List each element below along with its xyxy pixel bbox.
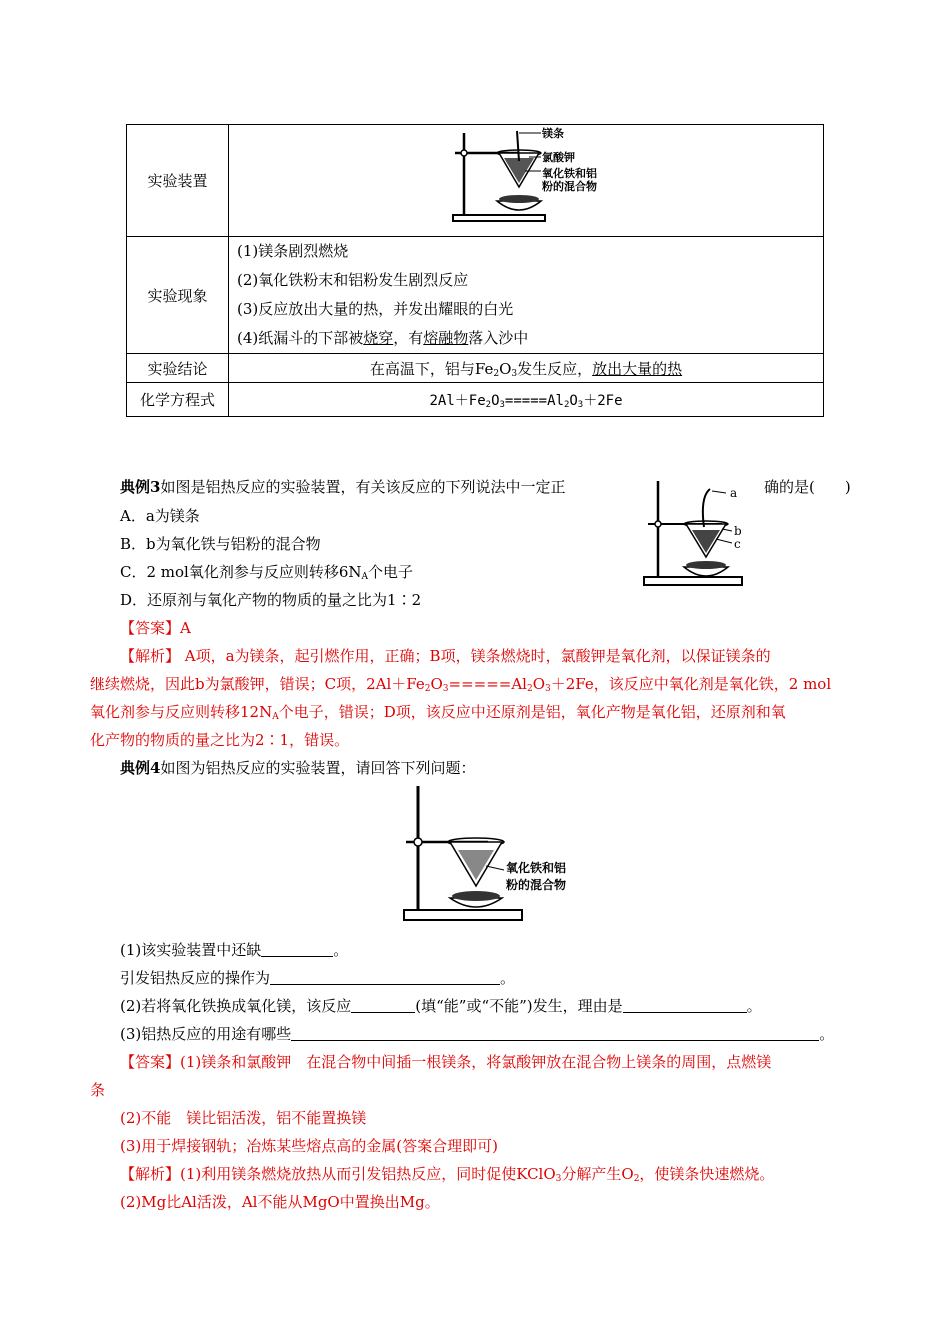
experiment-table [126, 124, 824, 417]
row-equation-label: 化学方程式 [127, 383, 229, 417]
example3-tag: 典例3 [120, 478, 161, 496]
example3-option-c-text: C．2 mol氧化剂参与反应则转移6N [120, 563, 362, 581]
img-label-mix2: 粉的混合物 [542, 180, 597, 193]
example3-analysis-tag: 【解析】 [120, 647, 181, 665]
example3-analysis-line1 [120, 645, 771, 666]
img-label-kclo3: 氯酸钾 [542, 151, 575, 164]
example3-analysis-na-sub: A [272, 712, 279, 722]
conclusion-a: 在高温下，铝与Fe [369, 359, 494, 378]
phenomenon-2: (2)氧化铁粉末和铝粉发生剧烈反应 [237, 271, 469, 289]
example3-answer [120, 617, 191, 638]
example4-q3 [120, 1023, 834, 1044]
example4-answer-line1b: 条 [90, 1081, 106, 1099]
example4-q1b-blank [270, 969, 500, 985]
phenomenon-4-e: 落入沙中 [468, 329, 529, 347]
example4-q1-end: 。 [333, 941, 349, 959]
conclusion-c: 发生反应， [517, 359, 593, 378]
thermite-apparatus-image [449, 125, 609, 229]
conclusion-sub-a: 2 [493, 368, 500, 379]
row-phenomena [127, 237, 824, 354]
example4-q3-end: 。 [819, 1025, 835, 1043]
phenomenon-4 [229, 324, 823, 353]
example3-apparatus-image [640, 477, 760, 593]
conclusion-b: O [499, 359, 512, 378]
example4-q1b-text: 引发铝热反应的操作为 [120, 969, 271, 987]
example4-q2-mid: (填“能”或“不能”)发生，理由是 [415, 997, 623, 1015]
example4-q2-blank2 [623, 997, 747, 1013]
phenomenon-4-c: ，有 [393, 329, 424, 347]
eq3-sub-1: 2 [424, 684, 431, 694]
example4-q1b [120, 967, 515, 988]
example3-option-c-end: 个电子 [368, 563, 414, 581]
eq-p2: O [491, 392, 500, 409]
eq-p3: =====Al [504, 392, 564, 409]
example4-stem [120, 757, 475, 778]
row-conclusion-cell [229, 354, 824, 383]
example4-q3-blank [291, 1025, 819, 1041]
example4-answer-line1 [120, 1051, 771, 1072]
example4-q1-text: (1)该实验装置中还缺 [120, 941, 262, 959]
example4-img-label-1: 氧化铁和铝 [506, 861, 567, 875]
o2-sub: 2 [633, 1174, 640, 1184]
eq-p5: ＋2Fe [583, 392, 623, 409]
example3-option-d: D．还原剂与氧化产物的物质的量之比为1∶2 [120, 591, 422, 609]
phenomenon-4-underline-1: 烧穿 [363, 329, 394, 347]
example4-answer-text1: (1)镁条和氯酸钾 在混合物中间插一根镁条，将氯酸钾放在混合物上镁条的周围，点燃镁 [180, 1053, 772, 1071]
row-equation-cell [229, 383, 824, 417]
conclusion-sub-b: 3 [511, 368, 518, 379]
kclo3-sub: 3 [555, 1174, 562, 1184]
example3-stem [120, 476, 565, 497]
example3-analysis-line2c: ＋2Fe，该反应中氧化剂是氧化铁，2 mol [550, 675, 832, 693]
example4-q3-text: (3)铝热反应的用途有哪些 [120, 1025, 292, 1043]
phenomenon-4-underline-2: 熔融物 [423, 329, 469, 347]
eq-p1: 2Al＋Fe [429, 392, 486, 409]
eq3-sub-2: 3 [442, 684, 449, 694]
row-phenomena-label: 实验现象 [127, 237, 229, 354]
example3-img-label-b: b [734, 524, 742, 538]
example4-q1b-end: 。 [500, 969, 516, 987]
row-conclusion-label: 实验结论 [127, 354, 229, 383]
example4-analysis-1b: 分解产生O [561, 1165, 634, 1183]
example3-option-a: A．a为镁条 [120, 507, 200, 525]
example4-answer-line2: (2)不能 镁比铝活泼，铝不能置换镁 [120, 1109, 367, 1127]
row-conclusion [127, 354, 824, 383]
example4-stem-text: 如图为铝热反应的实验装置，请回答下列问题： [160, 759, 476, 777]
eq3-sub-3: 2 [526, 684, 533, 694]
example4-q1 [120, 939, 348, 960]
example3-analysis-text1: A项，a为镁条，起引燃作用，正确；B项，镁条燃烧时，氯酸钾是氧化剂，以保证镁条的 [180, 647, 771, 665]
conclusion-underlined: 放出大量的热 [592, 359, 683, 378]
eq-s4: 3 [577, 399, 584, 410]
example4-q2-blank1 [351, 997, 415, 1013]
example4-q2 [120, 995, 762, 1016]
eq-s2: 3 [499, 399, 505, 410]
example3-stem-end: 确的是( ) [764, 478, 851, 496]
eq-p4: O [569, 392, 578, 409]
row-device-label: 实验装置 [127, 125, 229, 237]
example3-analysis-line3-a: 氧化剂参与反应则转移12N [90, 703, 273, 721]
eq3-sub-4: 3 [545, 684, 551, 694]
eq-s3: 2 [563, 399, 570, 410]
example4-analysis-tag: 【解析】 [120, 1165, 181, 1183]
example4-analysis-line2: (2)Mg比Al活泼，Al不能从MgO中置换出Mg。 [120, 1193, 440, 1211]
phenomenon-3: (3)反应放出大量的热，并发出耀眼的白光 [237, 300, 514, 318]
example3-img-label-c: c [734, 537, 741, 551]
example4-analysis-line1 [120, 1163, 774, 1184]
example3-option-b: B．b为氧化铁与铝粉的混合物 [120, 535, 321, 553]
example4-apparatus-image [400, 782, 582, 930]
row-phenomena-cell [229, 237, 824, 354]
example3-img-label-a: a [730, 486, 738, 500]
example3-answer-text: A [180, 619, 191, 637]
phenomenon-4-a: (4)纸漏斗的下部被 [237, 329, 364, 347]
example3-analysis-line2: 继续燃烧，因此b为氯酸钾，错误；C项，$2Al+Fe_2O_3=====Al_2O_3+2Fe$，该反应中氧化剂是氧化铁，2 mol [90, 675, 832, 694]
example4-q2-end: 。 [746, 997, 762, 1015]
example4-tag: 典例4 [120, 759, 161, 777]
example3-analysis-line2a: 继续燃烧，因此b为氯酸钾，错误；C项，2Al＋Fe [90, 675, 425, 693]
example3-analysis-line4: 化产物的物质的量之比为2∶1，错误。 [90, 731, 350, 749]
row-equation [127, 383, 824, 417]
example3-option-c [120, 561, 413, 582]
phenomenon-1: (1)镁条剧烈燃烧 [237, 242, 349, 260]
example3-stem-text: 如图是铝热反应的实验装置，有关该反应的下列说法中一定正 [160, 478, 566, 496]
example4-q2-text: (2)若将氧化铁换成氧化镁，该反应 [120, 997, 352, 1015]
example3-analysis-line2b: =====Al [448, 675, 527, 693]
img-label-mg: 镁条 [542, 127, 564, 140]
row-device-image-cell [229, 125, 824, 237]
example4-q1-blank [261, 941, 333, 957]
example4-answer-tag: 【答案】 [120, 1053, 181, 1071]
example3-option-c-sub: A [361, 572, 369, 582]
row-device [127, 125, 824, 237]
example3-answer-tag: 【答案】 [120, 619, 181, 637]
example4-answer-line3: (3)用于焊接钢轨；冶炼某些熔点高的金属(答案合理即可) [120, 1137, 498, 1155]
example3-analysis-line3 [90, 701, 786, 722]
example4-analysis-1c: ，使镁条快速燃烧。 [639, 1165, 775, 1183]
example4-analysis-1a: (1)利用镁条燃烧放热从而引发铝热反应，同时促使KClO [180, 1165, 556, 1183]
example4-img-label-2: 粉的混合物 [506, 878, 567, 892]
eq-s1: 2 [485, 399, 492, 410]
img-label-mix1: 氧化铁和铝 [542, 167, 597, 180]
example3-analysis-line3-b: 个电子，错误；D项，该反应中还原剂是铝，氧化产物是氧化铝，还原剂和氧 [278, 703, 786, 721]
